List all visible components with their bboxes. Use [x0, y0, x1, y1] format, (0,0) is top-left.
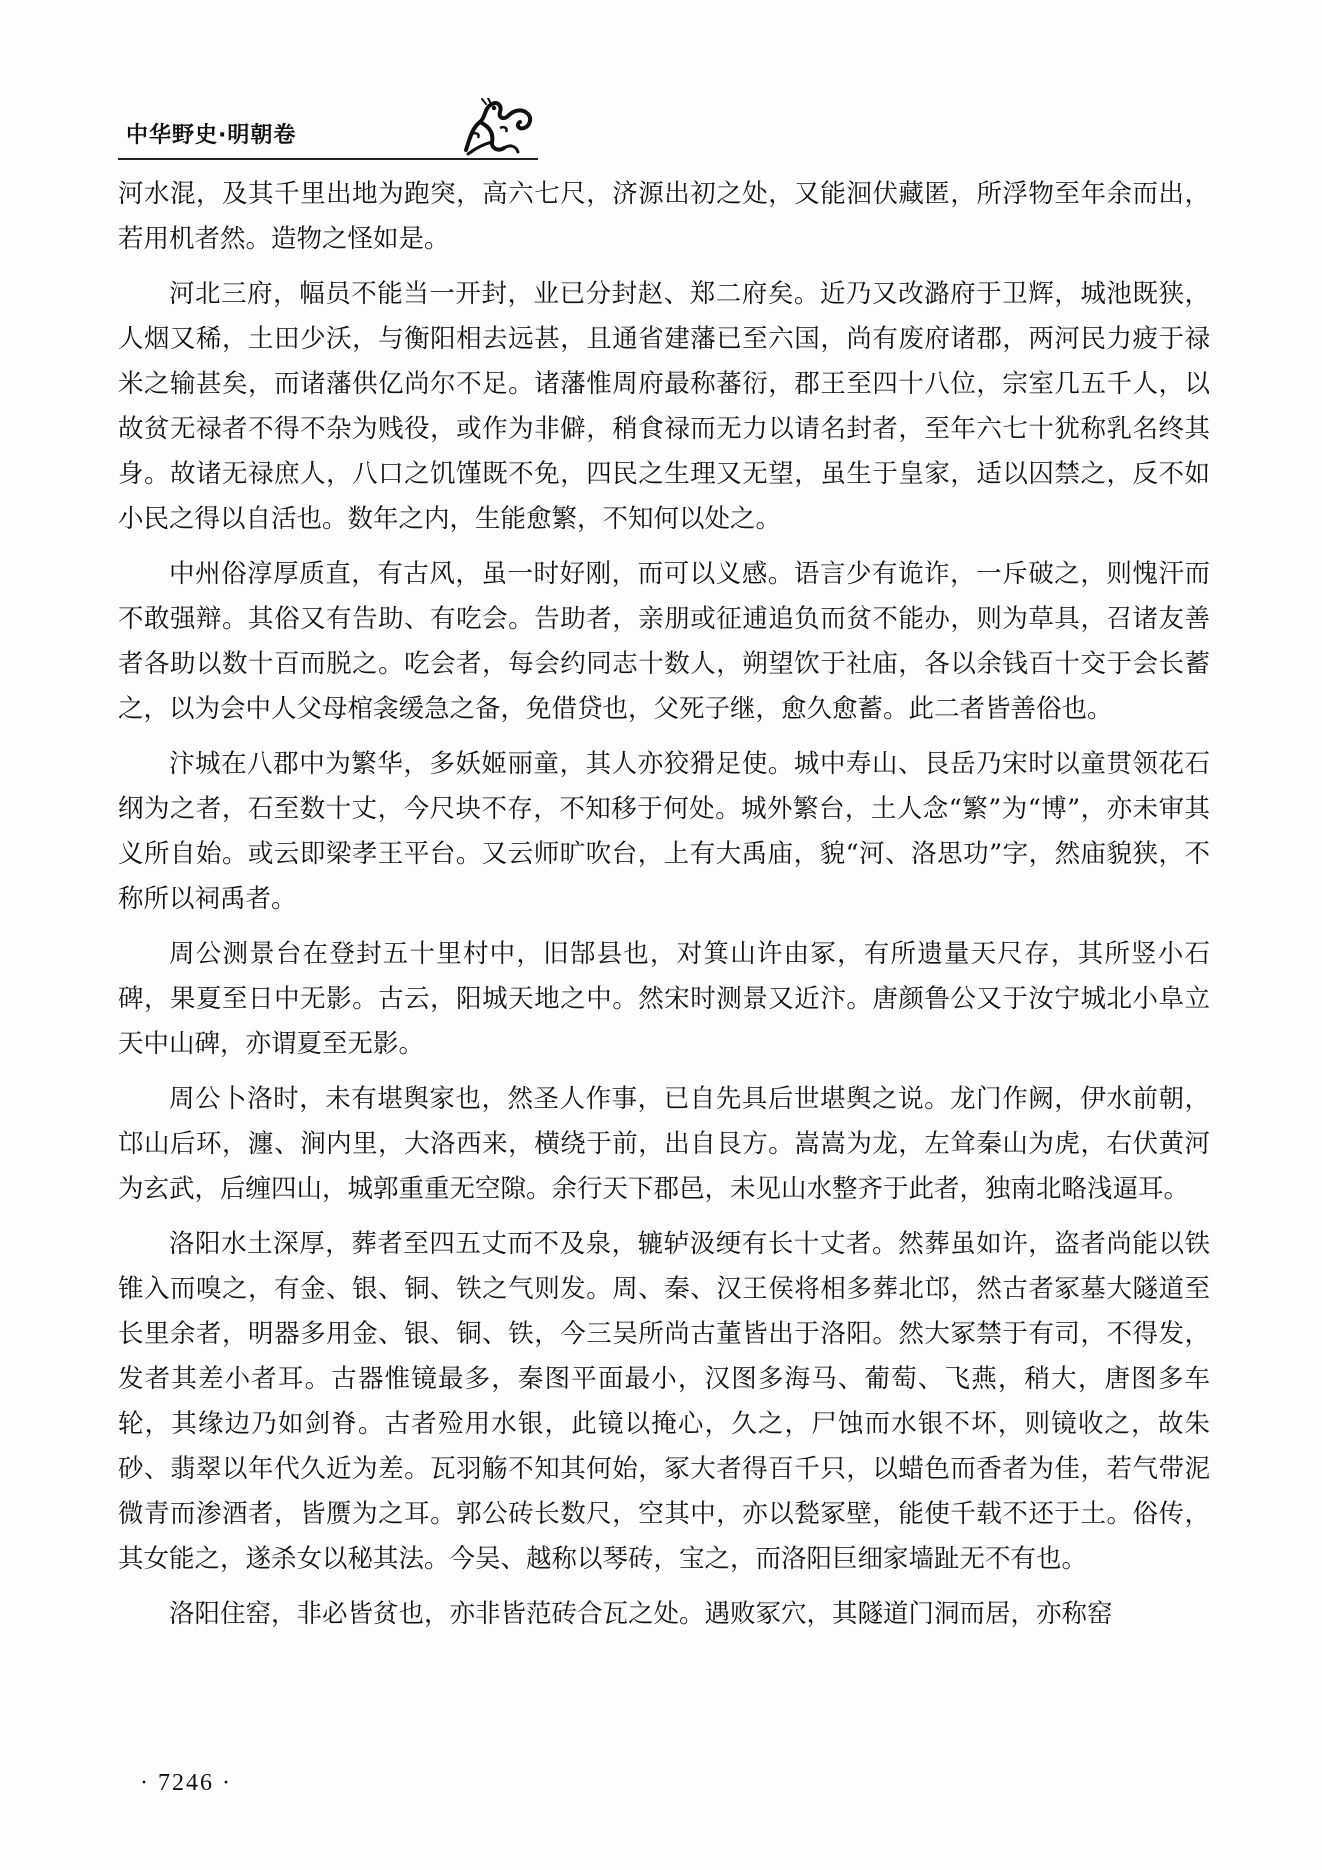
paragraph: 周公卜洛时，未有堪舆家也，然圣人作事，已自先具后世堪舆之说。龙门作阙，伊水前朝，邙山后环，瀍、涧内里，大洛西来，横绕于前，出自艮方。嵩嵩为龙，左耸秦山为虎，右伏黄河为玄武，后缠四山，城郭重重无空隙。余行天下郡邑，未见山水整齐于此者，独南北略浅逼耳。	[118, 1084, 1210, 1204]
paragraph: 周公测景台在登封五十里村中，旧郜县也，对箕山许由冢，有所遗量天尺存，其所竖小石碑，果夏至日中无影。古云，阳城天地之中。然宋时测景又近汴。唐颜鲁公又于汝宁城北小阜立天中山碑，亦谓夏至无影。	[118, 939, 1210, 1059]
paragraph: 洛阳水土深厚，葬者至四五丈而不及泉，辘轳汲绠有长十丈者。然葬虽如许，盗者尚能以铁锥入而嗅之，有金、银、铜、铁之气则发。周、秦、汉王侯将相多葬北邙，然古者冢墓大隧道至长里余者，明器多用金、银、铜、铁，今三吴所尚古董皆出于洛阳。然大冢禁于有司，不得发，发者其差小者耳。古器惟镜最多，秦图平面最小，汉图多海马、葡萄、飞燕，稍大，唐图多车轮，其缘边乃如剑脊。古者殓用水银，此镜以掩心，久之，尸蚀而水银不坏，则镜收之，故朱砂、翡翠以年代久近为差。瓦羽觞不知其何始，冢大者得百千只，以蜡色而香者为佳，若气带泥微青而渗酒者，皆赝为之耳。郭公砖长数尺，空其中，亦以甃冢壁，能使千载不还于土。俗传，其女能之，遂杀女以秘其法。今吴、越称以琴砖，宝之，而洛阳巨细家墙趾无不有也。	[118, 1229, 1210, 1574]
dragon-emblem-icon	[458, 98, 536, 158]
book-title: 中华野史·明朝卷	[126, 123, 297, 148]
paragraph: 中州俗淳厚质直，有古风，虽一时好刚，而可以义感。语言少有诡诈，一斥破之，则愧汗而不敢强辩。其俗又有告助、有吃会。告助者，亲朋或征逋追负而贫不能办，则为草具，召诸友善者各助以数十百而脱之。吃会者，每会约同志十数人，朔望饮于社庙，各以余钱百十交于会长蓄之，以为会中人父母棺衾缓急之备，免借贷也，父死子继，愈久愈蓄。此二者皆善俗也。	[118, 559, 1210, 724]
page-number: · 7246 ·	[140, 1770, 232, 1796]
paragraph: 河北三府，幅员不能当一开封，业已分封赵、郑二府矣。近乃又改潞府于卫辉，城池既狭，人烟又稀，土田少沃，与衡阳相去远甚，且通省建藩已至六国，尚有废府诸郡，两河民力疲于禄米之输甚矣，而诸藩供亿尚尔不足。诸藩惟周府最称蕃衍，郡王至四十八位，宗室几五千人，以故贫无禄者不得不杂为贱役，或作为非僻，稍食禄而无力以请名封者，至年六七十犹称乳名终其身。故诸无禄庶人，八口之饥馑既不免，四民之生理又无望，虽生于皇家，适以囚禁之，反不如小民之得以自活也。数年之内，生能愈繁，不知何以处之。	[118, 279, 1210, 534]
paragraph: 洛阳住窑，非必皆贫也，亦非皆范砖合瓦之处。遇败冢穴，其隧道门洞而居，亦称窑	[169, 1599, 1113, 1629]
paragraph: 汴城在八郡中为繁华，多妖姬丽童，其人亦狡猾足使。城中寿山、艮岳乃宋时以童贯领花石纲为之者，石至数十丈，今尺块不存，不知移于何处。城外繁台，土人念“繁”为“博”，亦未审其义所自始。或云即梁孝王平台。又云师旷吹台，上有大禹庙，貌“河、洛思功”字，然庙貌狭，不称所以祠禹者。	[118, 749, 1210, 914]
header-rule	[118, 158, 538, 160]
body-text	[118, 172, 1210, 1647]
running-header	[118, 98, 538, 160]
paragraph: 河水混，及其千里出地为跑突，高六七尺，济源出初之处，又能洄伏藏匿，所浮物至年余而出，若用机者然。造物之怪如是。	[118, 179, 1210, 254]
